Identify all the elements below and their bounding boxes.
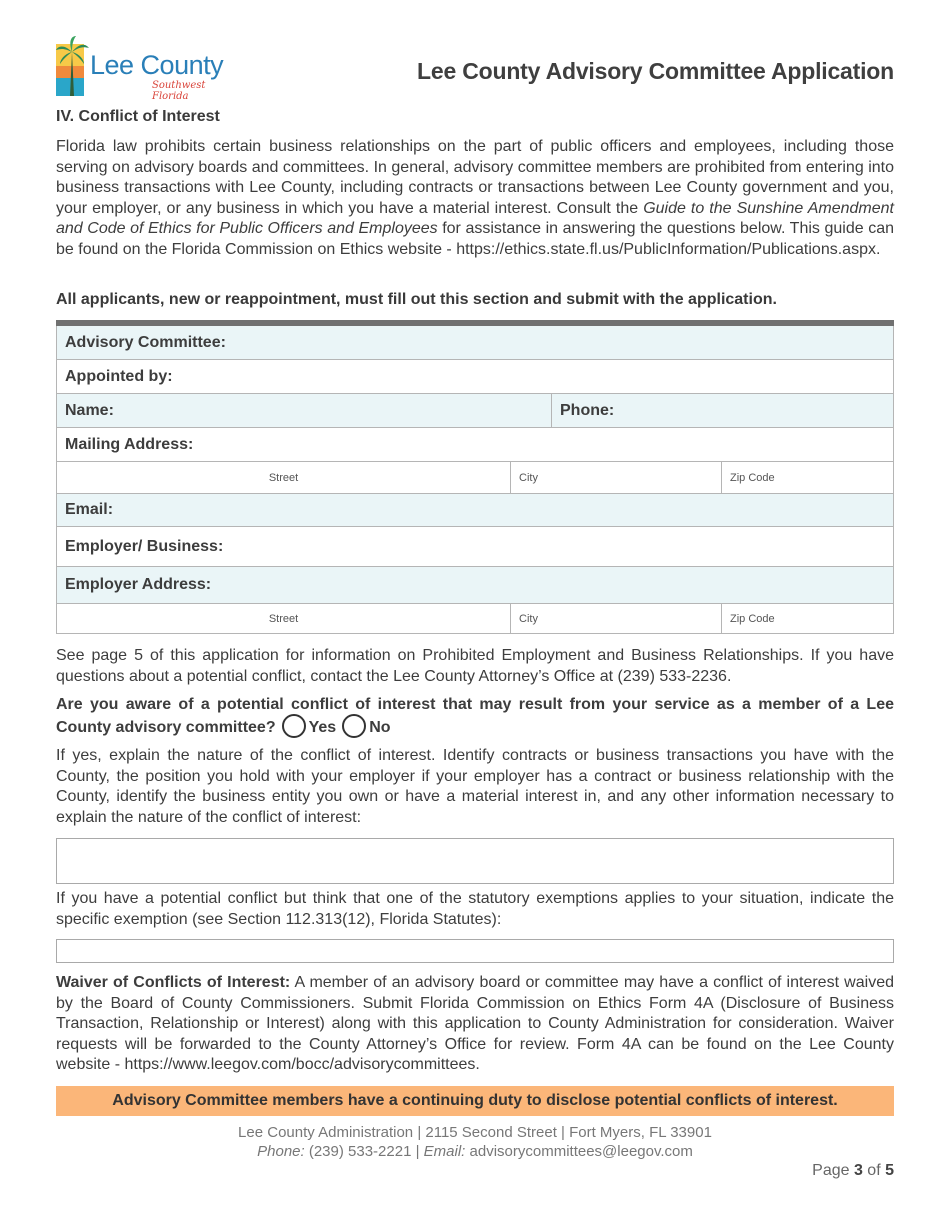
advisory-committee-label: Advisory Committee: [65, 333, 226, 351]
conflict-explanation-input[interactable] [56, 838, 894, 884]
appointed-by-label: Appointed by: [65, 367, 173, 385]
if-yes-paragraph: If yes, explain the nature of the conflict of interest. Identify contracts or business transactions you have with the County, the position you hold with your employer if your employer has a contract or business relationship with the County, identify the business entity you own or have a material interest in, and any other information necessary to explain the nature of the conflict of interest: [56, 747, 894, 826]
page-prefix: Page [812, 1162, 854, 1179]
employer-address-row [56, 567, 894, 604]
ethics-guide-title: Guide to the Sunshine Amendment and Code of Ethics for Public Officers and Employees [56, 199, 895, 238]
applicant-info-form [56, 320, 894, 634]
email-label: Email: [65, 501, 114, 518]
name-phone-row [56, 394, 894, 428]
advisory-committee-row[interactable] [56, 326, 894, 360]
footer-contact [0, 1143, 950, 1160]
footer-phone-label: Phone: [257, 1143, 305, 1160]
page-number [812, 1162, 894, 1180]
footer-email-label: Email: [423, 1143, 466, 1160]
conflict-question-text: Are you aware of a potential conflict of interest that may result from your service as a member of a Lee County advisory committee? [56, 696, 894, 736]
section-title: IV. Conflict of Interest [56, 108, 220, 125]
page-of: of [862, 1162, 886, 1179]
appointed-by-row[interactable] [56, 360, 894, 394]
employer-zip-field[interactable] [721, 604, 893, 633]
mailing-street-field[interactable] [57, 462, 510, 493]
mailing-address-row [56, 428, 894, 462]
mailing-city-field[interactable] [510, 462, 721, 493]
waiver-paragraph [56, 973, 894, 1076]
employer-street-field[interactable] [57, 604, 510, 633]
footer-address: Lee County Administration | 2115 Second Street | Fort Myers, FL 33901 [238, 1124, 712, 1141]
footer-email: advisorycommittees@leegov.com [465, 1143, 693, 1160]
city-label: City [519, 612, 538, 625]
phone-field[interactable] [551, 394, 893, 427]
exemption-input[interactable] [56, 939, 894, 963]
conflict-question [56, 695, 894, 740]
mailing-zip-field[interactable] [721, 462, 893, 493]
lee-county-logo [54, 34, 244, 102]
see-page-paragraph: See page 5 of this application for information on Prohibited Employment and Business Relationships. If you have questions about a potential conflict, contact the Lee County Attorney’s Office at (239) 533-2236. [56, 647, 894, 685]
palm-tree-icon [54, 36, 90, 98]
waiver-label: Waiver of Conflicts of Interest: [56, 974, 291, 991]
intro-text-2: for assistance in answering the questions below. This guide can be found on the Florida Commission on Ethics website - https://ethics.state.fl.us/PublicInformation/Publications.aspx. [56, 220, 894, 258]
email-row[interactable] [56, 494, 894, 527]
footer-phone: (239) 533-2221 | [304, 1143, 424, 1160]
employer-city-field[interactable] [510, 604, 721, 633]
no-label: No [369, 718, 391, 736]
document-title: Lee County Advisory Committee Application [417, 58, 894, 84]
phone-label: Phone: [560, 401, 615, 419]
logo-text: Lee County [90, 50, 224, 80]
zip-label: Zip Code [730, 471, 775, 484]
yes-label: Yes [308, 718, 337, 736]
name-label: Name: [65, 401, 114, 419]
intro-paragraph [56, 137, 894, 261]
employer-address-fields [56, 604, 894, 634]
street-label: Street [268, 612, 299, 625]
all-applicants-notice: All applicants, new or reappointment, must fill out this section and submit with the application. [56, 291, 777, 308]
waiver-text: A member of an advisory board or committee may have a conflict of interest waived by the Board of County Commissioners. Submit Florida Commission on Ethics Form 4A (Disclosure of Business Transaction, Relationship or Interest) along with this application to County Administration for consideration. Waiver requests will be forwarded to the County Attorney’s Office for review. Form 4A can be found on the Lee County website - https://www.leegov.com/bocc/advisorycommittees. [56, 974, 894, 1074]
exemption-paragraph: If you have a potential conflict but think that one of the statutory exemptions applies to your situation, indicate the specific exemption (see Section 112.313(12), Florida Statutes): [56, 890, 894, 928]
employer-label: Employer/ Business: [65, 537, 224, 555]
no-radio[interactable] [342, 714, 366, 738]
yes-radio[interactable] [282, 714, 306, 738]
city-label: City [519, 471, 538, 484]
name-field[interactable] [57, 394, 551, 427]
logo-subtitle: Southwest Florida [152, 80, 206, 102]
disclosure-banner: Advisory Committee members have a continuing duty to disclose potential conflicts of interest. [56, 1086, 894, 1116]
employer-address-label: Employer Address: [65, 576, 212, 593]
zip-label: Zip Code [730, 612, 775, 625]
mailing-address-label: Mailing Address: [65, 435, 194, 453]
intro-text-1: Florida law prohibits certain business relationships on the part of public officers and employees, including those serving on advisory boards and committees. In general, advisory committee members are prohibited from entering into business transactions with Lee County, including contracts or transactions between Lee County government and you, your employer, or any business in which you have a material interest. Consult the [56, 138, 894, 217]
page-current: 3 [853, 1162, 863, 1179]
mailing-address-fields [56, 462, 894, 494]
employer-row[interactable] [56, 527, 894, 567]
street-label: Street [268, 471, 299, 484]
page-total: 5 [885, 1162, 894, 1179]
